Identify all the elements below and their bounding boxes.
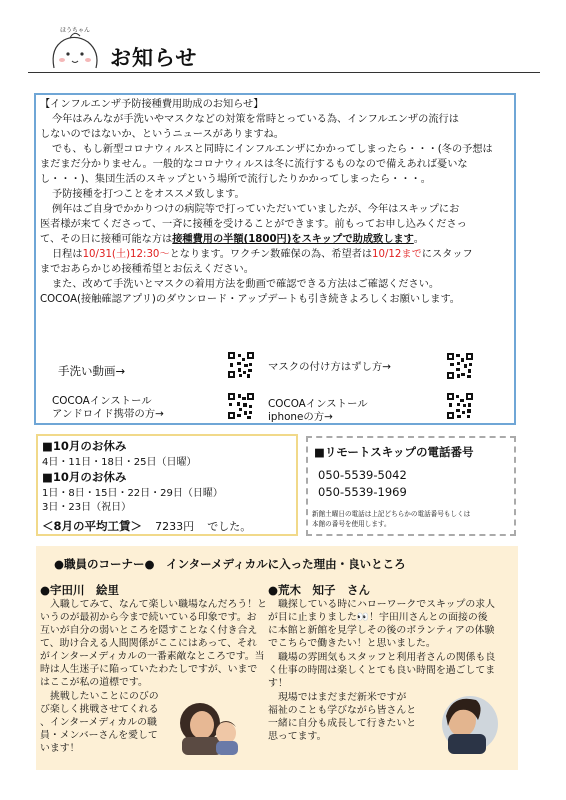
qr-code-icon[interactable] [228,352,254,378]
staff-text-line: 時は人生迷子に陥っていたわたしですが、いまで [40,664,258,675]
notice-text: て、その日に接種可能な方は [40,234,173,245]
cocoa-android-link[interactable] [52,395,164,421]
staff-text-line: く仕事の時間は楽しくとても良い時間を過ごしてま [268,665,496,676]
notice-text: 。 [413,234,424,245]
staff-text-line: 挑戦したいことにのびの [50,691,159,702]
mascot-caption: ほうちゃん [60,27,91,34]
staff-text-line: 職場の雰囲気もスタッフと利用者さんの関係も良 [278,652,496,663]
wage-label: ＜8月の平均工賃＞ [42,519,143,533]
staff-corner-heading: ●職員のコーナー● インターメディカルに入った理由・良いところ [54,557,406,571]
cocoa-iphone-line: iphoneの方→ [268,411,333,423]
phone-note-line: 新館土曜日の電話は上記どちらかの電話番号もしくは [312,510,471,518]
header-divider [28,72,540,73]
notice-line: また、改めて手洗いとマスクの着用方法を動画で確認できる方法はご確認ください。 [52,279,440,290]
notice-text: にスタッフ [421,249,473,260]
staff-text-line: 現場ではまだまだ新米ですが [278,692,407,703]
wage-value: 7233円 [155,520,195,533]
notice-line: し・・・)、集団生活のスキップという場所で流行したりかかってしまったら・・・。 [40,174,431,185]
subsidy-highlight: 接種費用の半額(1800円)をスキップで助成致します [172,234,414,245]
holiday-dates: 4日・11日・18日・25日（日曜） [42,457,197,468]
staff-text-line: がインターメディカルの一番素敵なところです。当 [40,651,265,662]
staff-text-line: 福祉のことも学びながら皆さんと [268,705,417,716]
staff-text-line: に本館と新館を見学しその後のボランティアの体験 [268,625,495,636]
notice-line: まだまだ分かりません。一般的なコロナウィルスは冬に流行するものなので備えあれば憂いな [40,159,468,170]
staff-text-line: 互いが自分の弱いところを隠すことなく付き合え [40,625,258,636]
notice-line: 今年はみんなが手洗いやマスクなどの対策を常時とっている為、インフルエンザの流行は [52,114,459,125]
notice-line: までおあらかじめ接種希望とお伝えください。 [40,264,254,275]
holiday-heading: ■10月のお休み [42,439,127,453]
notice-heading: 【インフルエンザ予防接種費用助成のお知らせ】 [40,99,264,110]
notice-line: しないのではないか、というニュースがありますね。 [40,129,284,140]
holiday-dates: 3日・23日（祝日） [42,502,132,513]
holiday-dates: 1日・8日・15日・22日・29日（日曜） [42,488,223,499]
staff-text-line: はここが私の道標です。 [40,677,148,688]
staff-name: ●宇田川 絵里 [40,583,120,597]
staff-text-line: 員・メンバーさんを愛して [40,730,158,741]
mask-video-link[interactable]: マスクの付け方はずし方→ [268,361,392,373]
staff-text-line: いうのが最初から今まで続いている印象です。お [40,612,257,623]
notice-line: 医者様が来てくださって、一斉に接種を受けることができます。前もってお申し込みくださっ [40,219,467,230]
cocoa-iphone-link[interactable] [268,398,368,424]
qr-code-icon[interactable] [447,393,473,419]
cocoa-iphone-line: COCOAインストール [268,398,368,410]
mascot-face-icon [46,24,104,72]
deadline-highlight: 10/12まで [372,249,422,260]
average-wage [42,515,251,534]
phone-number[interactable]: 050-5539-5042 [318,468,407,482]
staff-text-line: 、インターメディカルの職 [40,717,157,728]
notice-line: 例年はご自身でかかりつけの病院等で打っていただいていましたが、今年はスキップにお [52,204,460,215]
staff-text-line: て、助け合える人間関係がここにはあって、それ [40,638,257,649]
notice-line: COCOA(接触確認アプリ)のダウンロード・アップデートも引き続きよろしくお願いします。 [40,294,460,305]
holiday-heading: ■10月のお休み [42,470,127,484]
staff-text-line: が目に止まりました👀！宇田川さんとの面接の後 [268,612,488,623]
staff-name: ●荒木 知子 さん [268,583,371,597]
wage-suffix: でした。 [207,520,252,533]
phone-note-line: 本館の番号を使用します。 [312,519,391,528]
qr-code-icon[interactable] [447,353,473,379]
phone-note [312,510,470,529]
schedule-date-highlight: 10/31(土)12:30～ [82,249,170,260]
staff-text-line: 一緒に自分も成長して行きたいと [268,718,417,729]
notice-line: でも、もし新型コロナウィルスと同時にインフルエンザにかかってしまったら・・・(冬の予想は [52,144,493,155]
notice-line [40,233,424,248]
staff-photo [432,690,512,754]
cocoa-android-line: アンドロイド携帯の方→ [52,408,164,420]
staff-text-line: います！ [40,743,80,754]
phone-title: ■リモートスキップの電話番号 [314,445,474,459]
staff-text-line: 職探している時にハローワークでスキップの求人 [278,599,496,610]
staff-text-line: 思ってます。 [268,731,327,742]
notice-line [52,248,473,263]
notice-text: 日程は [52,249,83,260]
qr-code-icon[interactable] [228,393,254,419]
staff-text-line: す！ [268,678,288,689]
notice-text: となります。ワクチン数確保の為、希望者は [169,249,373,260]
page-title: お知らせ [110,46,198,70]
handwash-video-link[interactable]: 手洗い動画→ [58,364,126,378]
staff-text-line: でこちらで働きたい！と思いました。 [268,638,436,649]
notice-line: 予防接種を打つことをオススメ致します。 [52,189,245,200]
staff-photo [174,693,248,755]
staff-text-line: 入職してみて、なんて楽しい職場なんだろう！と [50,599,268,610]
cocoa-android-line: COCOAインストール [52,395,152,407]
phone-number[interactable]: 050-5539-1969 [318,485,407,499]
staff-text-line: び楽しく挑戦させてくれる [40,704,159,715]
